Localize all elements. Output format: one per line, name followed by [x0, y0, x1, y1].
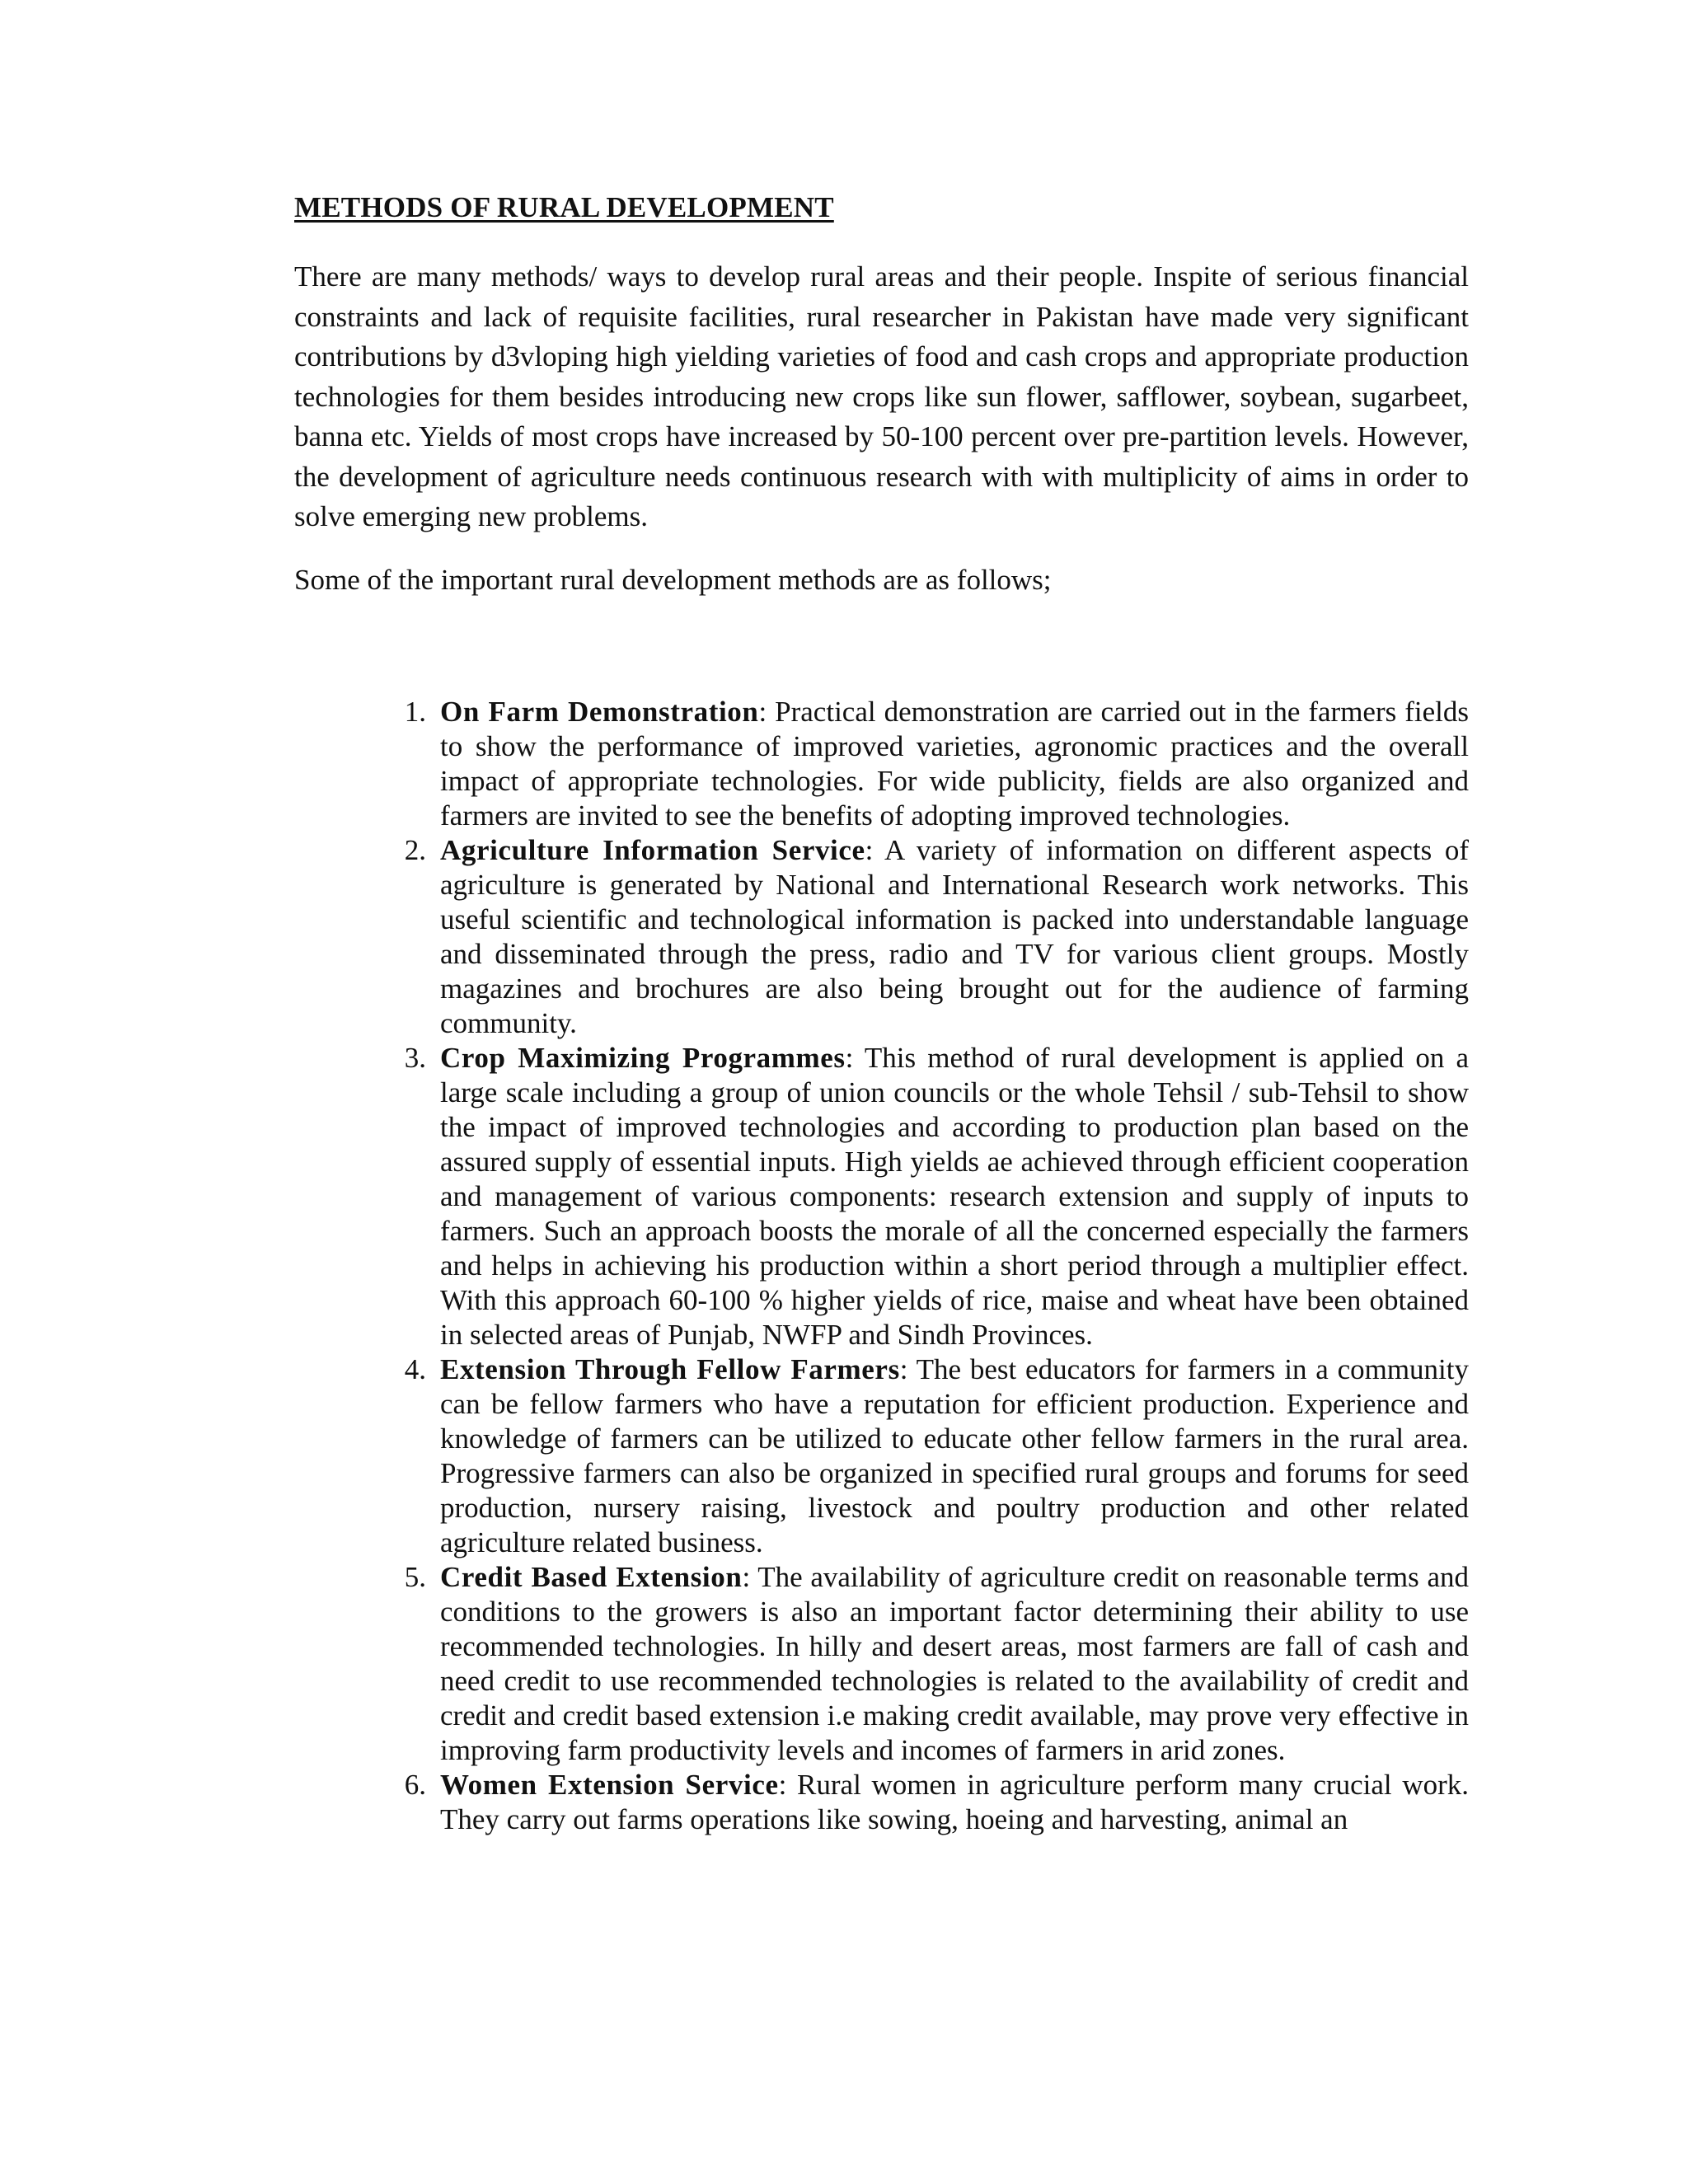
method-item-on-farm-demonstration — [404, 695, 1469, 833]
method-description: : Rural women in agriculture perform many crucial work. They carry out farms operations like sowing, hoeing and harvesting, animal an — [440, 1769, 1469, 1835]
method-number: 2. — [404, 834, 426, 866]
method-number: 5. — [404, 1561, 426, 1593]
method-item-agriculture-information-service — [404, 833, 1469, 1041]
page-title: METHODS OF RURAL DEVELOPMENT — [294, 191, 834, 223]
method-description: : Practical demonstration are carried out in the farmers fields to show the performance of improved varieties, agronomic practices and the overall impact of appropriate technologies. For wide publicity, fields are also organized and farmers are invited to see the benefits of adopting improved technologies. — [440, 696, 1469, 832]
method-item-crop-maximizing-programmes — [404, 1041, 1470, 1352]
method-description: : This method of rural development is applied on a large scale including a group of union councils or the whole Tehsil / sub-Tehsil to show the impact of improved technologies and according to production plan based on the assured supply of essential inputs. High yields ae achieved through efficient cooperation and management of various components: research extension and supply of inputs to farmers. Such an approach boosts the morale of all the concerned especially the farmers and helps in achieving his production within a short period through a multiplier effect. With this approach 60-100 % higher yields of rice, maise and wheat have been obtained in selected areas of Punjab, NWFP and Sindh Provinces. — [440, 1042, 1470, 1351]
method-number: 1. — [404, 696, 426, 728]
method-term: Agriculture Information Service — [440, 834, 865, 866]
method-number: 6. — [404, 1769, 426, 1801]
method-term: On Farm Demonstration — [440, 696, 759, 728]
method-item-women-extension-service — [404, 1768, 1469, 1837]
method-term: Credit Based Extension — [440, 1561, 743, 1593]
method-term: Crop Maximizing Programmes — [440, 1042, 846, 1074]
methods-list — [404, 695, 1470, 1837]
method-description: : The best educators for farmers in a community can be fellow farmers who have a reputation for efficient production. Experience and knowledge of farmers can be utilized to educate other fellow farmers in the rural area. Progressive farmers can also be organized in specified rural groups and forums for seed production, nursery raising, livestock and poultry production and other related agriculture related business. — [440, 1353, 1469, 1558]
method-item-extension-through-fellow-farmers — [404, 1352, 1469, 1560]
method-number: 4. — [404, 1353, 426, 1385]
method-number: 3. — [404, 1042, 426, 1074]
method-description: : The availability of agriculture credit on reasonable terms and conditions to the growers is also an important factor determining their ability to use recommended technologies. In hilly and desert areas, most farmers are fall of cash and need credit to use recommended technologies is related to the availability of credit and credit and credit based extension i.e making credit available, may prove very effective in improving farm productivity levels and incomes of farmers in arid zones. — [440, 1561, 1469, 1766]
method-item-credit-based-extension — [404, 1560, 1469, 1768]
lead-paragraph: Some of the important rural development methods are as follows; — [294, 564, 1052, 596]
method-description: : A variety of information on different aspects of agriculture is generated by National and International Research work networks. This useful scientific and technological information is packed into understandable language and disseminated through the press, radio and TV for various client groups. Mostly magazines and brochures are also being brought out for the audience of farming community. — [440, 834, 1469, 1039]
method-term: Extension Through Fellow Farmers — [440, 1353, 900, 1385]
method-term: Women Extension Service — [440, 1769, 779, 1801]
intro-paragraph: There are many methods/ ways to develop rural areas and their people. Inspite of serious financial constraints and lack of requisite facilities, rural researcher in Pakistan have made very significant contributions by d3vloping high yielding varieties of food and cash crops and appropriate production technologies for them besides introducing new crops like sun flower, safflower, soybean, sugarbeet, banna etc. Yields of most crops have increased by 50-100 percent over pre-partition levels. However, the development of agriculture needs continuous research with with multiplicity of aims in order to solve emerging new problems. — [294, 260, 1469, 532]
